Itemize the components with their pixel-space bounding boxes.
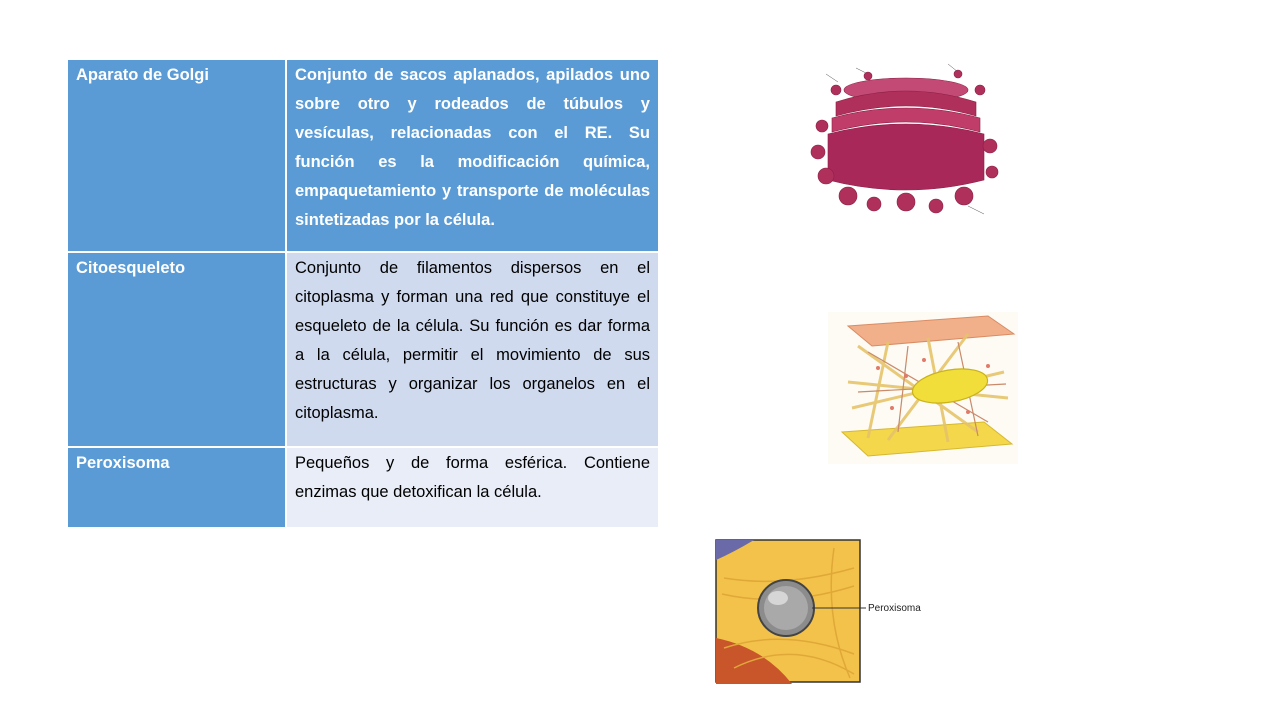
organelle-description-citoesqueleto — [286, 252, 658, 447]
organelle-description-golgi — [286, 60, 658, 252]
description-text: Conjunto de sacos aplanados, apilados uno sobre otro y rodeados de túbulos y vesículas, relacionadas con el RE. Su función es la modificación química, empaquetamiento y transporte de moléculas sintetizadas por la célula. — [295, 66, 650, 229]
organelle-table — [68, 60, 658, 527]
description-text: Conjunto de filamentos dispersos en el citoplasma y forman una red que constituye el esqueleto de la célula. Su función es dar forma a la célula, permitir el movimiento de sus estructuras y organizar los organelos en el citoplasma. — [295, 259, 650, 422]
cytoskeleton-illustration — [828, 312, 1018, 464]
organelle-description-peroxisoma — [286, 447, 658, 527]
organelle-name-citoesqueleto: Citoesqueleto — [68, 252, 286, 447]
table-row-citoesqueleto — [68, 252, 658, 447]
peroxisome-callout-label: Peroxisoma — [868, 603, 921, 614]
table-row-peroxisoma — [68, 447, 658, 527]
description-text: Pequeños y de forma esférica. Contiene enzimas que detoxifican la célula. — [295, 454, 650, 501]
organelle-name-peroxisoma: Peroxisoma — [68, 447, 286, 527]
organelle-name-golgi: Aparato de Golgi — [68, 60, 286, 252]
golgi-apparatus-illustration — [808, 60, 1004, 220]
table-row-golgi — [68, 60, 658, 252]
